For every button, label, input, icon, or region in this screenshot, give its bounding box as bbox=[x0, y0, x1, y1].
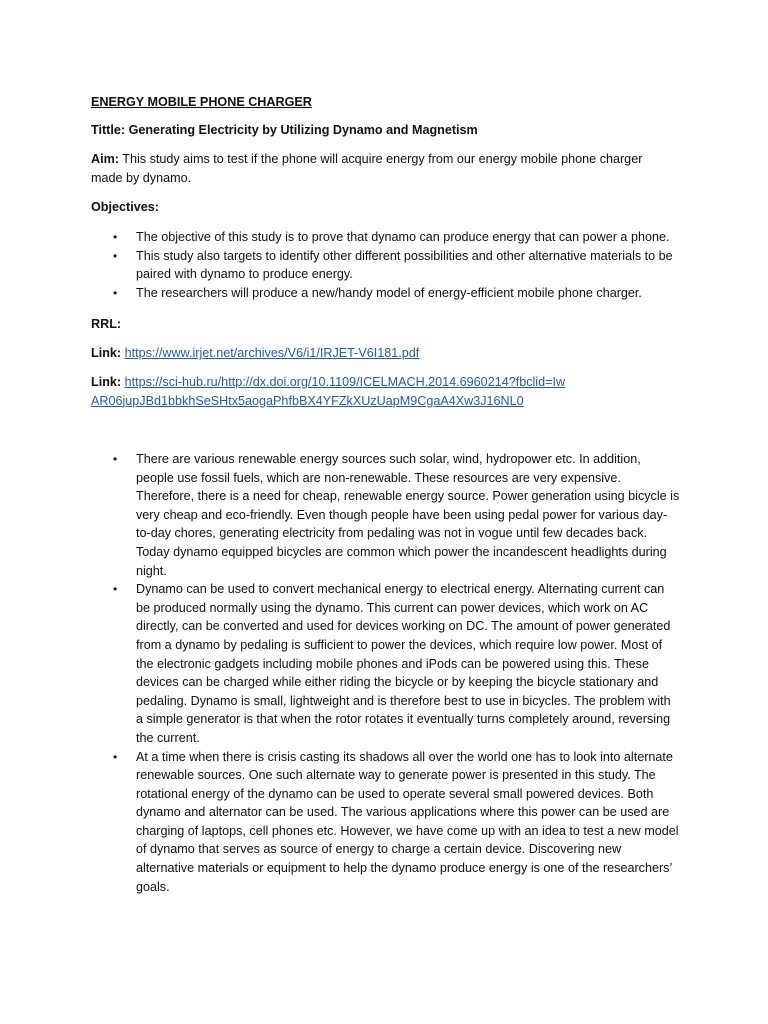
bullet-icon: • bbox=[113, 230, 118, 244]
aim-label: Aim: bbox=[91, 152, 119, 166]
list-item bbox=[91, 748, 681, 897]
objectives-list bbox=[91, 228, 681, 302]
bullet-icon: • bbox=[113, 582, 118, 597]
link-line-2 bbox=[91, 373, 571, 410]
bullet-icon: • bbox=[113, 749, 118, 764]
rrl-point-text: There are various renewable energy sources such solar, wind, hydropower etc. In addition, people use fossil fuels, which are non-renewable. These resources are very expensive. Therefore, there is a need for cheap, renewable energy source. Power generation using bicycle is very cheap and eco-friendly. Even though people have been using pedal power for various day-to-day chores, generating electricity from pedaling was not in vogue until few decades back. Today dynamo equipped bicycles are common which power the incandescent headlights during night. bbox=[136, 452, 680, 578]
irjet-pdf-link[interactable]: https://www.irjet.net/archives/V6/i1/IRJET-V6I181.pdf bbox=[124, 346, 420, 360]
document-title: ENERGY MOBILE PHONE CHARGER bbox=[91, 95, 312, 109]
link-label: Link: bbox=[91, 375, 122, 389]
list-item bbox=[91, 580, 681, 747]
title-text: Generating Electricity by Utilizing Dynamo and Magnetism bbox=[128, 123, 478, 137]
list-item bbox=[91, 450, 681, 580]
bullet-icon: • bbox=[113, 285, 118, 300]
list-item bbox=[91, 247, 681, 284]
title-label: Tittle: bbox=[91, 123, 126, 137]
link-label: Link: bbox=[91, 346, 122, 360]
rrl-points-list bbox=[91, 450, 681, 896]
objective-text: The researchers will produce a new/handy model of energy-efficient mobile phone charger. bbox=[136, 285, 642, 300]
link-line-1 bbox=[91, 344, 691, 363]
rrl-heading: RRL: bbox=[91, 317, 122, 331]
objectives-heading: Objectives: bbox=[91, 200, 159, 214]
aim-paragraph bbox=[91, 150, 666, 187]
rrl-point-text: At a time when there is crisis casting its shadows all over the world one has to look into alternate renewable sources. One such alternate way to generate power is presented in this study. The rotational energy of the dynamo can be used to operate several small powered devices. Both dynamo and alternator can be used. The various applications where this power can be used are charging of laptops, cell phones etc. However, we have come up with an idea to test a new model of dynamo that serves as source of energy to charge a certain device. Discovering new alternative materials or equipment to help the dynamo produce energy is one of the researchers’ goals. bbox=[136, 749, 679, 894]
bullet-icon: • bbox=[113, 452, 118, 466]
list-item bbox=[91, 228, 681, 247]
bullet-icon: • bbox=[113, 248, 118, 263]
title-line bbox=[91, 121, 691, 140]
list-item bbox=[91, 284, 681, 303]
sci-hub-link[interactable]: https://sci-hub.ru/http://dx.doi.org/10.1109/ICELMACH.2014.6960214?fbclid=IwAR06jupJBd1bbkhSeSHtx5aogaPhfbBX4YFZkXUzUapM9CgaA4Xw3J16NL0 bbox=[91, 375, 566, 408]
objective-text: This study also targets to identify other different possibilities and other alternative materials to be paired with dynamo to produce energy. bbox=[136, 248, 673, 282]
aim-text: This study aims to test if the phone will acquire energy from our energy mobile phone charger made by dynamo. bbox=[91, 152, 643, 185]
rrl-point-text: Dynamo can be used to convert mechanical energy to electrical energy. Alternating current can be produced normally using the dynamo. This current can power devices, which work on AC directly, can be converted and used for devices working on DC. The amount of power generated from a dynamo by pedaling is sufficient to power the devices, which require low power. Most of the electronic gadgets including mobile phones and iPods can be powered using this. These devices can be charged while either riding the bicycle or by keeping the bicycle stationary and pedaling. Dynamo is small, lightweight and is therefore best to use in bicycles. The problem with a simple generator is that when the rotor rotates it eventually turns completely around, reversing the current. bbox=[136, 582, 671, 745]
objective-text: The objective of this study is to prove that dynamo can produce energy that can power a phone. bbox=[136, 230, 670, 244]
